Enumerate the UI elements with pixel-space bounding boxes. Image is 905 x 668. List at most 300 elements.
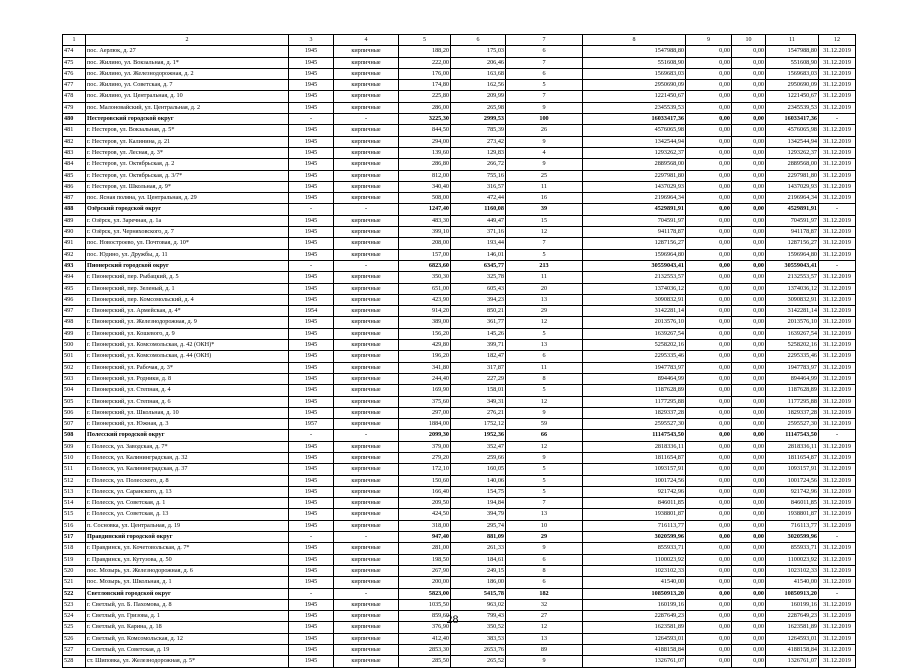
address-cell: г. Пионерский, пер. Зеленый, д. 1 [86,283,289,294]
residents-count-cell: 26 [506,125,583,136]
row-number: 513 [63,486,86,497]
total-cost-cell: 10850913,20 [766,588,819,599]
residents-count-cell: 9 [506,656,583,667]
living-area-cell: 1752,12 [451,419,506,430]
amount-cell: 0,00 [732,193,766,204]
total-cost-cell: 3020599,96 [766,532,819,543]
wall-material-cell: - [334,114,399,125]
cost-cell: 1623581,89 [583,622,686,633]
amount-cell: 0,00 [686,430,732,441]
residents-count-cell: 66 [506,430,583,441]
amount-cell: 0,00 [732,227,766,238]
amount-cell: 0,00 [732,656,766,667]
year-cell: 1945 [289,215,334,226]
table-row [63,498,856,509]
amount-cell: 0,00 [686,441,732,452]
year-cell: 1945 [289,272,334,283]
column-number-row [63,35,856,46]
wall-material-cell: кирпичные [334,419,399,430]
total-area-cell: 947,40 [399,532,451,543]
year-cell: 1945 [289,68,334,79]
residents-count-cell: 11 [506,272,583,283]
wall-material-cell: кирпичные [334,475,399,486]
wall-material-cell: кирпичные [334,215,399,226]
total-area-cell: 341,80 [399,362,451,373]
deadline-cell: 31.12.2019 [819,125,856,136]
row-number: 481 [63,125,86,136]
living-area-cell: 163,68 [451,68,506,79]
wall-material-cell: кирпичные [334,407,399,418]
living-area-cell: 193,44 [451,238,506,249]
year-cell: 1945 [289,351,334,362]
cost-cell: 1811654,87 [583,452,686,463]
year-cell: 1945 [289,498,334,509]
total-cost-cell: 5258202,16 [766,340,819,351]
total-cost-cell: 2595527,30 [766,419,819,430]
cost-cell: 1187628,89 [583,385,686,396]
cost-cell: 1001724,56 [583,475,686,486]
wall-material-cell: кирпичные [334,91,399,102]
cost-cell: 3020599,96 [583,532,686,543]
wall-material-cell: - [334,204,399,215]
total-cost-cell: 2345539,53 [766,102,819,113]
residents-count-cell: 6 [506,68,583,79]
cost-cell: 1342544,94 [583,136,686,147]
living-area-cell: 383,53 [451,633,506,644]
living-area-cell: 129,83 [451,147,506,158]
table-row [63,633,856,644]
address-cell: ст. Шиповка, ул. Железнодорожная, д. 5* [86,656,289,667]
year-cell: 1945 [289,193,334,204]
wall-material-cell: кирпичные [334,441,399,452]
amount-cell: 0,00 [686,238,732,249]
living-area-cell: 316,57 [451,181,506,192]
total-area-cell: 6823,60 [399,260,451,271]
row-number: 501 [63,351,86,362]
address-cell: пос. Жилино, ул. Вокзальная, д. 1* [86,57,289,68]
year-cell: 1945 [289,452,334,463]
address-cell: г. Полесск, ул. Советская, д. 1 [86,498,289,509]
deadline-cell: 31.12.2019 [819,136,856,147]
row-number: 491 [63,238,86,249]
deadline-cell: 31.12.2019 [819,633,856,644]
total-cost-cell: 4188158,84 [766,645,819,656]
deadline-cell: 31.12.2019 [819,577,856,588]
column-number: 8 [583,35,686,46]
cost-cell: 1829337,28 [583,407,686,418]
wall-material-cell: кирпичные [334,147,399,158]
wall-material-cell: кирпичные [334,385,399,396]
amount-cell: 0,00 [686,294,732,305]
living-area-cell: 265,98 [451,102,506,113]
row-number: 516 [63,520,86,531]
year-cell: 1945 [289,554,334,565]
amount-cell: 0,00 [686,215,732,226]
amount-cell: 0,00 [686,373,732,384]
column-number: 3 [289,35,334,46]
table-row [63,193,856,204]
total-area-cell: 844,50 [399,125,451,136]
total-cost-cell: 4529891,91 [766,204,819,215]
column-number: 9 [686,35,732,46]
deadline-cell: 31.12.2019 [819,656,856,667]
year-cell: 1945 [289,396,334,407]
row-number: 528 [63,656,86,667]
residents-count-cell: 5 [506,328,583,339]
housing-register-table [62,34,856,668]
amount-cell: 0,00 [732,509,766,520]
residents-count-cell: 5 [506,80,583,91]
deadline-cell: 31.12.2019 [819,509,856,520]
table-row [63,283,856,294]
cost-cell: 4188158,84 [583,645,686,656]
total-area-cell: 2099,30 [399,430,451,441]
amount-cell: 0,00 [732,543,766,554]
table-body [63,35,856,668]
row-number: 496 [63,294,86,305]
residents-count-cell: 8 [506,565,583,576]
year-cell: - [289,430,334,441]
year-cell: 1945 [289,170,334,181]
total-cost-cell: 1177295,88 [766,396,819,407]
residents-count-cell: 213 [506,260,583,271]
amount-cell: 0,00 [686,464,732,475]
residents-count-cell: 8 [506,373,583,384]
residents-count-cell: 15 [506,215,583,226]
table-row [63,362,856,373]
year-cell: 1945 [289,328,334,339]
row-number: 494 [63,272,86,283]
wall-material-cell: кирпичные [334,351,399,362]
address-cell: г. Полесск, ул. Саранского, д. 13 [86,486,289,497]
residents-count-cell: 25 [506,170,583,181]
cost-cell: 1221450,67 [583,91,686,102]
amount-cell: 0,00 [686,656,732,667]
amount-cell: 0,00 [686,340,732,351]
wall-material-cell: кирпичные [334,396,399,407]
living-area-cell: 154,75 [451,486,506,497]
total-area-cell: 1035,50 [399,599,451,610]
address-cell: г. Пионерский, пер. Рыбацкий, д. 5 [86,272,289,283]
deadline-cell: 31.12.2019 [819,498,856,509]
deadline-cell: 31.12.2019 [819,46,856,57]
table-row [63,441,856,452]
cost-cell: 4529891,91 [583,204,686,215]
wall-material-cell: кирпичные [334,328,399,339]
year-cell: 1945 [289,633,334,644]
row-number: 493 [63,260,86,271]
residents-count-cell: 6 [506,554,583,565]
total-cost-cell: 1001724,56 [766,475,819,486]
living-area-cell: 158,01 [451,385,506,396]
total-area-cell: 350,30 [399,272,451,283]
row-number: 485 [63,170,86,181]
amount-cell: 0,00 [732,181,766,192]
amount-cell: 0,00 [686,114,732,125]
total-cost-cell: 1093157,91 [766,464,819,475]
total-area-cell: 150,60 [399,475,451,486]
row-number: 515 [63,509,86,520]
residents-count-cell: 16 [506,193,583,204]
year-cell: 1945 [289,385,334,396]
total-cost-cell: 2297981,80 [766,170,819,181]
address-cell: г. Нестеров, ул. Школьная, д. 9* [86,181,289,192]
total-area-cell: 188,20 [399,46,451,57]
address-cell: г. Полесск, ул. Заводская, д. 7* [86,441,289,452]
total-cost-cell: 921742,96 [766,486,819,497]
total-cost-cell: 855933,71 [766,543,819,554]
row-number: 487 [63,193,86,204]
total-area-cell: 340,40 [399,181,451,192]
row-number: 524 [63,611,86,622]
total-area-cell: 267,90 [399,565,451,576]
district-subtotal-row [63,260,856,271]
cost-cell: 2013576,10 [583,317,686,328]
amount-cell: 0,00 [686,396,732,407]
wall-material-cell: кирпичные [334,272,399,283]
year-cell: 1945 [289,577,334,588]
amount-cell: 0,00 [732,102,766,113]
cost-cell: 1177295,88 [583,396,686,407]
address-cell: г. Правдинск, ул. Кутузова, д. 50 [86,554,289,565]
amount-cell: 0,00 [732,57,766,68]
total-area-cell: 169,90 [399,385,451,396]
amount-cell: 0,00 [732,80,766,91]
address-cell: г. Правдинск, ул. Кочетовольская, д. 7* [86,543,289,554]
year-cell: 1945 [289,520,334,531]
total-area-cell: 379,00 [399,441,451,452]
row-number: 497 [63,306,86,317]
amount-cell: 0,00 [732,46,766,57]
total-area-cell: 1247,40 [399,204,451,215]
cost-cell: 2287649,23 [583,611,686,622]
living-area-cell: 755,16 [451,170,506,181]
cost-cell: 30559043,41 [583,260,686,271]
amount-cell: 0,00 [732,91,766,102]
total-cost-cell: 1623581,89 [766,622,819,633]
cost-cell: 3090832,91 [583,294,686,305]
address-cell: г. Нестеров, ул. Калинина, д. 21 [86,136,289,147]
address-cell: г. Пионерский, ул. Рабочая, д. 3* [86,362,289,373]
deadline-cell: 31.12.2019 [819,441,856,452]
amount-cell: 0,00 [686,385,732,396]
total-cost-cell: 2950690,09 [766,80,819,91]
total-area-cell: 286,00 [399,102,451,113]
residents-count-cell: 9 [506,159,583,170]
deadline-cell: 31.12.2019 [819,340,856,351]
cost-cell: 11147543,50 [583,430,686,441]
total-cost-cell: 1547988,80 [766,46,819,57]
amount-cell: 0,00 [686,486,732,497]
row-number: 525 [63,622,86,633]
deadline-cell: 31.12.2019 [819,159,856,170]
living-area-cell: 399,71 [451,340,506,351]
wall-material-cell: кирпичные [334,599,399,610]
total-area-cell: 286,80 [399,159,451,170]
cost-cell: 160199,16 [583,599,686,610]
cost-cell: 10850913,20 [583,588,686,599]
amount-cell: 0,00 [686,283,732,294]
year-cell: 1945 [289,599,334,610]
table-row [63,645,856,656]
residents-count-cell: 9 [506,543,583,554]
row-number: 486 [63,181,86,192]
residents-count-cell: 5 [506,464,583,475]
deadline-cell: 31.12.2019 [819,486,856,497]
total-area-cell: 172,10 [399,464,451,475]
address-cell: г. Полесск, ул. Советская, д. 13 [86,509,289,520]
row-number: 523 [63,599,86,610]
wall-material-cell: кирпичные [334,656,399,667]
year-cell: 1945 [289,46,334,57]
total-cost-cell: 1221450,67 [766,91,819,102]
deadline-cell: 31.12.2019 [819,554,856,565]
residents-count-cell: 7 [506,498,583,509]
amount-cell: 0,00 [732,396,766,407]
year-cell: - [289,204,334,215]
table-row [63,102,856,113]
amount-cell: 0,00 [732,68,766,79]
wall-material-cell: кирпичные [334,193,399,204]
row-number: 526 [63,633,86,644]
address-cell: г. Полесск, ул. Полесского, д. 8 [86,475,289,486]
table-row [63,464,856,475]
address-cell: Пионерский городской округ [86,260,289,271]
district-subtotal-row [63,532,856,543]
total-cost-cell: 1947783,97 [766,362,819,373]
table-row [63,306,856,317]
cost-cell: 1547988,80 [583,46,686,57]
residents-count-cell: 9 [506,136,583,147]
row-number: 519 [63,554,86,565]
address-cell: г. Пионерский, ул. Комсомольская, д. 42 (ОКН)* [86,340,289,351]
amount-cell: 0,00 [732,419,766,430]
year-cell: 1945 [289,57,334,68]
amount-cell: 0,00 [732,114,766,125]
amount-cell: 0,00 [686,565,732,576]
table-row [63,351,856,362]
row-number: 505 [63,396,86,407]
address-cell: г. Пионерский, ул. Родники, д. 8 [86,373,289,384]
deadline-cell: 31.12.2019 [819,622,856,633]
address-cell: г. Светлый, ул. Комсомольская, д. 12 [86,633,289,644]
amount-cell: 0,00 [732,532,766,543]
total-area-cell: 508,00 [399,193,451,204]
wall-material-cell: кирпичные [334,509,399,520]
amount-cell: 0,00 [732,260,766,271]
table-row [63,543,856,554]
column-number: 7 [506,35,583,46]
cost-cell: 2295335,46 [583,351,686,362]
total-area-cell: 294,00 [399,136,451,147]
deadline-cell: 31.12.2019 [819,193,856,204]
residents-count-cell: 12 [506,227,583,238]
deadline-cell: 31.12.2019 [819,227,856,238]
wall-material-cell: кирпичные [334,565,399,576]
total-cost-cell: 1938801,87 [766,509,819,520]
year-cell: - [289,114,334,125]
living-area-cell: 184,61 [451,554,506,565]
total-cost-cell: 3090832,91 [766,294,819,305]
total-cost-cell: 1342544,94 [766,136,819,147]
total-area-cell: 139,60 [399,147,451,158]
wall-material-cell: - [334,430,399,441]
table-row [63,328,856,339]
wall-material-cell: кирпичные [334,317,399,328]
amount-cell: 0,00 [732,622,766,633]
amount-cell: 0,00 [732,464,766,475]
table-row [63,520,856,531]
total-area-cell: 5823,00 [399,588,451,599]
amount-cell: 0,00 [686,498,732,509]
year-cell: 1945 [289,91,334,102]
total-cost-cell: 4576065,98 [766,125,819,136]
amount-cell: 0,00 [686,80,732,91]
residents-count-cell: 29 [506,532,583,543]
district-subtotal-row [63,430,856,441]
residents-count-cell: 9 [506,102,583,113]
cost-cell: 894464,99 [583,373,686,384]
amount-cell: 0,00 [686,57,732,68]
amount-cell: 0,00 [686,419,732,430]
deadline-cell: - [819,260,856,271]
wall-material-cell: кирпичные [334,340,399,351]
amount-cell: 0,00 [686,645,732,656]
deadline-cell: 31.12.2019 [819,351,856,362]
amount-cell: 0,00 [686,520,732,531]
deadline-cell: 31.12.2019 [819,68,856,79]
register-sheet [62,34,855,668]
residents-count-cell: 11 [506,362,583,373]
address-cell: пос. Жилино, ул. Центральная, д. 10 [86,91,289,102]
living-area-cell: 449,47 [451,215,506,226]
year-cell: 1945 [289,249,334,260]
amount-cell: 0,00 [732,170,766,181]
table-row [63,656,856,667]
cost-cell: 1264593,01 [583,633,686,644]
total-area-cell: 244,40 [399,373,451,384]
row-number: 477 [63,80,86,91]
deadline-cell: 31.12.2019 [819,317,856,328]
residents-count-cell: 13 [506,340,583,351]
total-area-cell: 297,00 [399,407,451,418]
row-number: 476 [63,68,86,79]
year-cell: 1945 [289,136,334,147]
living-area-cell: 2999,53 [451,114,506,125]
amount-cell: 0,00 [732,520,766,531]
cost-cell: 1947783,97 [583,362,686,373]
living-area-cell: 349,31 [451,396,506,407]
amount-cell: 0,00 [686,193,732,204]
column-number: 1 [63,35,86,46]
total-area-cell: 200,00 [399,577,451,588]
living-area-cell: 182,47 [451,351,506,362]
deadline-cell: - [819,204,856,215]
amount-cell: 0,00 [732,306,766,317]
amount-cell: 0,00 [686,46,732,57]
deadline-cell: 31.12.2019 [819,91,856,102]
residents-count-cell: 29 [506,306,583,317]
deadline-cell: 31.12.2019 [819,170,856,181]
amount-cell: 0,00 [686,611,732,622]
amount-cell: 0,00 [732,407,766,418]
row-number: 479 [63,102,86,113]
residents-count-cell: 13 [506,294,583,305]
total-cost-cell: 16033417,36 [766,114,819,125]
cost-cell: 2818336,11 [583,441,686,452]
table-row [63,238,856,249]
living-area-cell: 273,42 [451,136,506,147]
